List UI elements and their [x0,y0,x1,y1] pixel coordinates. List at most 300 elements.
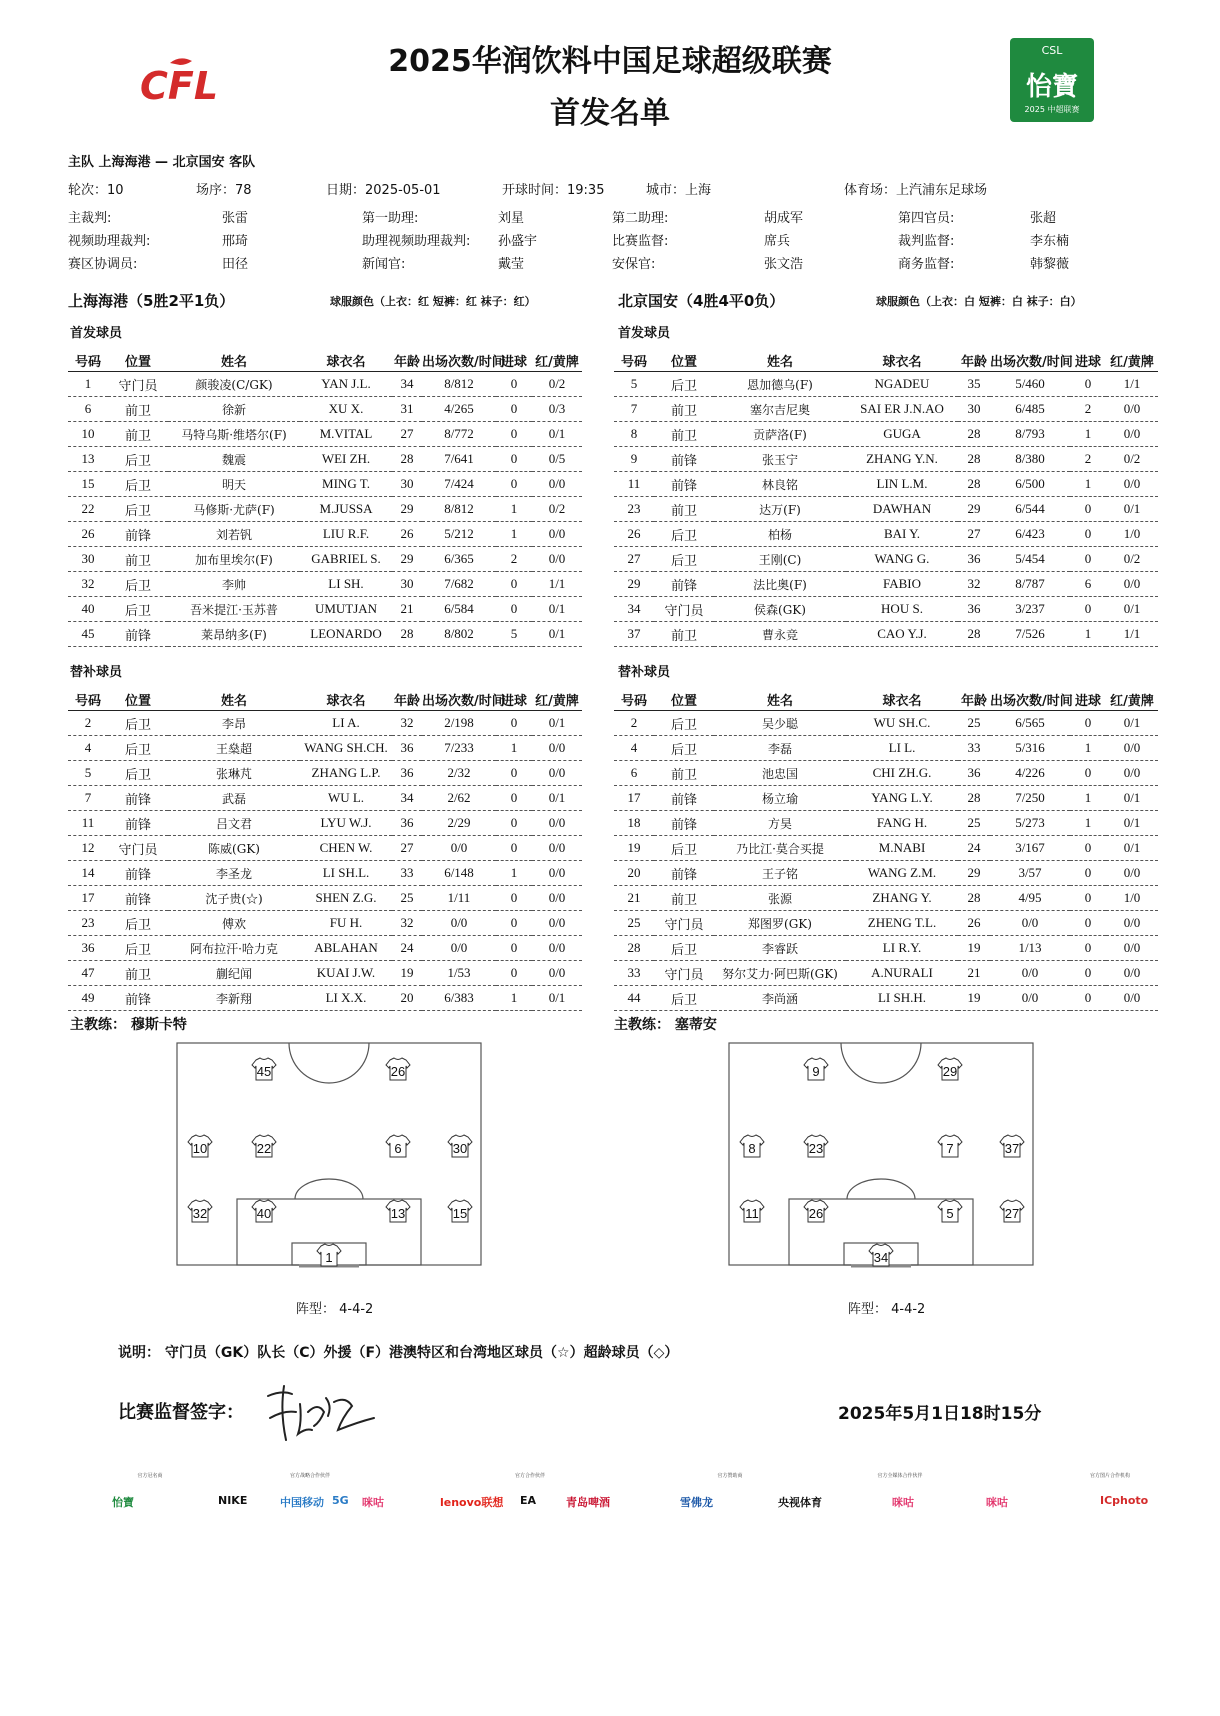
table-cell: WANG SH.CH. [300,736,392,761]
sponsor-caption: 官方冠名商 [137,1473,163,1479]
table-cell: 徐新 [168,397,300,422]
column-header: 球衣名 [300,349,392,372]
table-cell: 0/2 [1106,547,1158,572]
table-cell: 傅欢 [168,911,300,936]
table-cell: 28 [958,622,990,647]
column-header: 进球 [496,688,532,711]
sponsor-logo: 怡寶 [112,1496,134,1509]
table-cell: 0/3 [532,397,582,422]
table-cell: 20 [392,986,422,1011]
player-jersey-icon [448,1200,472,1222]
table-cell: HOU S. [846,597,958,622]
table-cell: 0 [496,811,532,836]
table-cell: 36 [68,936,108,961]
table-cell: 2 [614,711,654,736]
table-cell: 11 [614,472,654,497]
table-cell: 47 [68,961,108,986]
table-cell: 26 [958,911,990,936]
table-cell: 0 [1070,761,1106,786]
jersey-number: 45 [256,1064,272,1079]
table-row [614,447,1158,472]
table-cell: 守门员 [654,597,714,622]
jersey-number: 34 [873,1250,889,1265]
table-cell: 36 [392,736,422,761]
table-cell: 恩加德乌(F) [714,372,846,397]
table-cell: 0 [496,597,532,622]
table-cell: 0 [496,572,532,597]
table-cell: WU L. [300,786,392,811]
table-cell: 后卫 [654,547,714,572]
table-cell: 张玉宁 [714,447,846,472]
table-cell: 李帅 [168,572,300,597]
table-cell: 0/0 [532,961,582,986]
away-formation: 阵型： 4-4-2 [848,1302,926,1317]
sponsor-logo: 中国移动 [280,1496,324,1509]
table-cell: 0/0 [532,761,582,786]
jersey-number: 1 [325,1250,333,1265]
table-cell: 2/62 [422,786,496,811]
jersey-number: 29 [942,1064,958,1079]
home-team-title: 上海海港（5胜2平1负） [68,292,235,310]
table-cell: 1 [496,986,532,1011]
table-cell: 7/526 [990,622,1070,647]
table-cell: 后卫 [654,522,714,547]
table-cell: M.VITAL [300,422,392,447]
player-jersey-icon [740,1135,764,1157]
table-cell: 7/641 [422,447,496,472]
table-cell: 守门员 [654,911,714,936]
official-role: 视频助理裁判: [68,234,151,249]
table-cell: 0 [1070,936,1106,961]
table-cell: 0/0 [1106,936,1158,961]
table-row [614,811,1158,836]
table-cell: LYU W.J. [300,811,392,836]
table-cell: 0 [1070,711,1106,736]
table-cell: 28 [958,447,990,472]
table-cell: 加布里埃尔(F) [168,547,300,572]
table-cell: LI A. [300,711,392,736]
stadium: 体育场：上汽浦东足球场 [844,183,988,198]
table-row [68,811,582,836]
official-name: 张超 [1030,211,1057,226]
table-cell: 0/1 [1106,711,1158,736]
table-cell: 1 [1070,422,1106,447]
table-cell: 0 [1070,547,1106,572]
table-cell: 0/1 [532,711,582,736]
table-cell: 后卫 [654,936,714,961]
table-cell: 25 [614,911,654,936]
table-cell: 27 [392,836,422,861]
table-cell: 27 [614,547,654,572]
table-cell: 后卫 [108,911,168,936]
table-row [614,886,1158,911]
sponsor-logo: 咪咕 [362,1496,384,1509]
home-subs-table [68,688,582,1011]
jersey-number: 7 [946,1141,954,1156]
column-header: 红/黄牌 [1106,349,1158,372]
column-header: 红/黄牌 [1106,688,1158,711]
table-cell: 前锋 [108,811,168,836]
page-title: 2025华润饮料中国足球超级联赛 [388,44,832,79]
table-cell: 前锋 [108,522,168,547]
column-header: 出场次数/时间 [422,349,496,372]
table-row [614,911,1158,936]
table-cell: 魏震 [168,447,300,472]
table-cell: 0 [496,422,532,447]
table-cell: 8/812 [422,372,496,397]
table-cell: CAO Y.J. [846,622,958,647]
table-cell: 17 [68,886,108,911]
table-cell: 26 [614,522,654,547]
table-cell: 13 [68,447,108,472]
table-cell: 0/0 [532,936,582,961]
table-cell: 0/0 [1106,761,1158,786]
jersey-number: 23 [808,1141,824,1156]
table-cell: 0/0 [990,911,1070,936]
table-cell: 张琳芃 [168,761,300,786]
table-cell: YANG L.Y. [846,786,958,811]
table-cell: 6/365 [422,547,496,572]
table-cell: 2 [1070,447,1106,472]
table-cell: 明天 [168,472,300,497]
column-header: 球衣名 [300,688,392,711]
table-cell: 0 [496,711,532,736]
table-cell: GUGA [846,422,958,447]
official-role: 比赛监督: [612,234,669,249]
table-cell: 17 [614,786,654,811]
jersey-number: 26 [808,1206,824,1221]
column-header: 进球 [496,349,532,372]
sponsor-logo: lenovo联想 [440,1496,504,1509]
table-cell: 0/0 [532,522,582,547]
table-cell: 18 [614,811,654,836]
cfl-logo [140,55,240,105]
match-number: 场序：78 [196,183,252,198]
table-cell: 15 [68,472,108,497]
table-row [614,422,1158,447]
table-cell: 后卫 [108,572,168,597]
sponsor-caption: 官方战略合作伙伴 [289,1473,330,1479]
table-cell: 0/0 [1106,861,1158,886]
table-cell: 14 [68,861,108,886]
home-subs-label: 替补球员 [70,665,123,680]
jersey-number: 40 [256,1206,272,1221]
column-header: 位置 [108,688,168,711]
home-formation: 阵型： 4-4-2 [296,1302,374,1317]
table-cell: 19 [958,936,990,961]
table-cell: 0/0 [1106,986,1158,1011]
table-cell: 0/0 [532,547,582,572]
table-cell: 2 [496,547,532,572]
table-cell: 6/565 [990,711,1070,736]
table-cell: 8/802 [422,622,496,647]
table-cell: 0/1 [532,422,582,447]
away-subs-table [614,688,1158,1011]
signature-image [262,1382,382,1448]
table-cell: 前锋 [654,861,714,886]
table-cell: M.NABI [846,836,958,861]
table-cell: 王子铭 [714,861,846,886]
official-name: 田径 [222,257,249,272]
sponsor-caption: 官方图片合作机构 [1089,1473,1130,1479]
table-row [614,372,1158,397]
player-jersey-icon [252,1135,276,1157]
table-cell: 前锋 [108,861,168,886]
table-cell: 35 [958,372,990,397]
table-cell: M.JUSSA [300,497,392,522]
official-name: 李东楠 [1030,234,1070,249]
table-cell: 0/0 [1106,472,1158,497]
player-jersey-icon [1000,1200,1024,1222]
table-cell: LIN L.M. [846,472,958,497]
table-row [68,736,582,761]
table-cell: 5/273 [990,811,1070,836]
player-jersey-icon [252,1200,276,1222]
table-cell: WANG G. [846,547,958,572]
table-cell: 28 [614,936,654,961]
table-cell: 1/0 [1106,886,1158,911]
sponsor-logo: ICphoto [1100,1494,1149,1507]
table-cell: 0/2 [532,372,582,397]
table-cell: 1/1 [1106,622,1158,647]
player-jersey-icon [386,1200,410,1222]
table-cell: 颜骏凌(C/GK) [168,372,300,397]
official-role: 裁判监督: [898,234,955,249]
table-cell: LEONARDO [300,622,392,647]
table-cell: 杨立瑜 [714,786,846,811]
table-cell: 1 [1070,472,1106,497]
table-row [68,522,582,547]
signature-date: 2025年5月1日18时15分 [838,1404,1042,1424]
table-row [614,572,1158,597]
table-cell: 后卫 [108,597,168,622]
table-cell: 28 [958,886,990,911]
table-cell: 前卫 [108,961,168,986]
table-cell: 后卫 [108,761,168,786]
csl-logo: CSL 怡寶 2025 中超联赛 [1010,38,1094,122]
table-cell: 21 [392,597,422,622]
official-role: 第四官员: [898,211,955,226]
table-cell: 2/198 [422,711,496,736]
away-starters-table [614,349,1158,647]
table-cell: 5 [496,622,532,647]
table-row [614,547,1158,572]
table-cell: 33 [958,736,990,761]
table-cell: 0 [1070,836,1106,861]
table-cell: KUAI J.W. [300,961,392,986]
jersey-number: 5 [946,1206,954,1221]
table-cell: 4/265 [422,397,496,422]
table-cell: 1 [496,522,532,547]
table-row [614,397,1158,422]
table-cell: 郑图罗(GK) [714,911,846,936]
table-cell: 马修斯·尤萨(F) [168,497,300,522]
jersey-number: 15 [452,1206,468,1221]
table-cell: FABIO [846,572,958,597]
table-cell: 王燊超 [168,736,300,761]
table-cell: 0/1 [532,622,582,647]
table-cell: ZHANG Y.N. [846,447,958,472]
table-cell: 李磊 [714,736,846,761]
table-row [68,961,582,986]
table-cell: 前锋 [654,811,714,836]
table-row [68,936,582,961]
player-jersey-icon [386,1135,410,1157]
column-header: 进球 [1070,349,1106,372]
table-cell: 49 [68,986,108,1011]
table-cell: 19 [614,836,654,861]
column-header: 位置 [654,349,714,372]
table-cell: 0/0 [422,936,496,961]
official-role: 安保官: [612,257,656,272]
table-cell: 1 [1070,736,1106,761]
table-cell: 23 [614,497,654,522]
table-cell: 7 [68,786,108,811]
table-cell: 1 [496,497,532,522]
home-formation-pitch [176,1042,482,1268]
table-row [614,761,1158,786]
sponsor-caption: 官方赞助商 [717,1473,743,1479]
table-cell: 37 [614,622,654,647]
table-cell: BAI Y. [846,522,958,547]
table-cell: 后卫 [654,736,714,761]
table-cell: 守门员 [108,836,168,861]
table-cell: 0/0 [1106,736,1158,761]
table-cell: 1/53 [422,961,496,986]
table-cell: UMUTJAN [300,597,392,622]
table-cell: 28 [392,622,422,647]
table-cell: 30 [392,572,422,597]
table-row [68,836,582,861]
table-cell: 6/500 [990,472,1070,497]
table-cell: 沈子贵(☆) [168,886,300,911]
table-cell: 武磊 [168,786,300,811]
table-cell: 0 [1070,497,1106,522]
jersey-number: 32 [192,1206,208,1221]
player-jersey-icon [252,1058,276,1080]
table-cell: 33 [614,961,654,986]
table-row [614,836,1158,861]
home-starters-label: 首发球员 [70,326,123,341]
table-cell: 前锋 [108,622,168,647]
pitch-markings [177,1043,481,1265]
table-cell: 26 [68,522,108,547]
kickoff-time: 开球时间：19:35 [502,183,605,198]
table-cell: 24 [958,836,990,861]
table-cell: 0/0 [990,961,1070,986]
official-role: 赛区协调员: [68,257,138,272]
jersey-number: 27 [1004,1206,1020,1221]
table-cell: 后卫 [654,711,714,736]
table-cell: A.NURALI [846,961,958,986]
table-cell: 吴少聪 [714,711,846,736]
player-jersey-icon [938,1135,962,1157]
column-header: 出场次数/时间 [990,349,1070,372]
column-header: 位置 [108,349,168,372]
table-cell: 守门员 [108,372,168,397]
table-cell: CHEN W. [300,836,392,861]
table-cell: 6/544 [990,497,1070,522]
table-cell: 3/167 [990,836,1070,861]
table-cell: 8/793 [990,422,1070,447]
table-cell: 36 [958,547,990,572]
away-coach: 主教练： 塞蒂安 [614,1017,717,1033]
table-cell: 前卫 [108,397,168,422]
table-cell: 0/0 [532,836,582,861]
table-cell: 2 [1070,397,1106,422]
table-cell: 马特乌斯·维塔尔(F) [168,422,300,447]
column-header: 号码 [614,688,654,711]
table-cell: 王刚(C) [714,547,846,572]
table-cell: 1/1 [532,572,582,597]
player-jersey-icon [448,1135,472,1157]
table-cell: 前卫 [108,422,168,447]
table-cell: 阿布拉汗·哈力克 [168,936,300,961]
table-cell: 29 [392,547,422,572]
official-name: 张雷 [222,211,249,226]
table-cell: 12 [68,836,108,861]
table-cell: 1/1 [1106,372,1158,397]
table-cell: ZHANG L.P. [300,761,392,786]
column-header: 年龄 [958,688,990,711]
sponsor-caption: 官方全媒体合作伙伴 [877,1473,923,1479]
sponsor-logo: EA [520,1494,537,1507]
jersey-number: 30 [452,1141,468,1156]
table-cell: 0/5 [532,447,582,472]
table-cell: 32 [392,911,422,936]
svg-text:CFL: CFL [140,64,219,105]
table-cell: 31 [392,397,422,422]
table-cell: 刘若钒 [168,522,300,547]
table-cell: 7 [614,397,654,422]
table-row [68,447,582,472]
match-date: 日期：2025-05-01 [326,183,441,198]
table-row [68,472,582,497]
table-cell: 0 [1070,961,1106,986]
table-cell: 0/1 [532,597,582,622]
table-cell: CHI ZH.G. [846,761,958,786]
table-cell: 22 [68,497,108,522]
table-cell: 达万(F) [714,497,846,522]
table-cell: LIU R.F. [300,522,392,547]
table-cell: 28 [392,447,422,472]
legend-note: 说明： 守门员（GK）队长（C）外援（F）港澳特区和台湾地区球员（☆）超龄球员（◇） [118,1345,679,1361]
column-header: 位置 [654,688,714,711]
table-cell: 7/424 [422,472,496,497]
table-cell: 0 [1070,911,1106,936]
player-jersey-icon [188,1200,212,1222]
jersey-number: 11 [745,1206,759,1221]
table-row [68,547,582,572]
table-cell: 李新翔 [168,986,300,1011]
table-cell: 守门员 [654,961,714,986]
table-cell: 吕文君 [168,811,300,836]
table-cell: 0/0 [1106,572,1158,597]
table-cell: 36 [958,761,990,786]
table-cell: 27 [392,422,422,447]
table-row [614,961,1158,986]
table-cell: 李昂 [168,711,300,736]
table-cell: 前锋 [654,786,714,811]
table-cell: 4/226 [990,761,1070,786]
table-cell: 1 [496,736,532,761]
jersey-number: 6 [394,1141,402,1156]
table-cell: 乃比江·莫合买提 [714,836,846,861]
table-cell: LI SH.H. [846,986,958,1011]
table-cell: 0/0 [1106,397,1158,422]
table-cell: 0 [496,836,532,861]
table-cell: 1 [1070,786,1106,811]
